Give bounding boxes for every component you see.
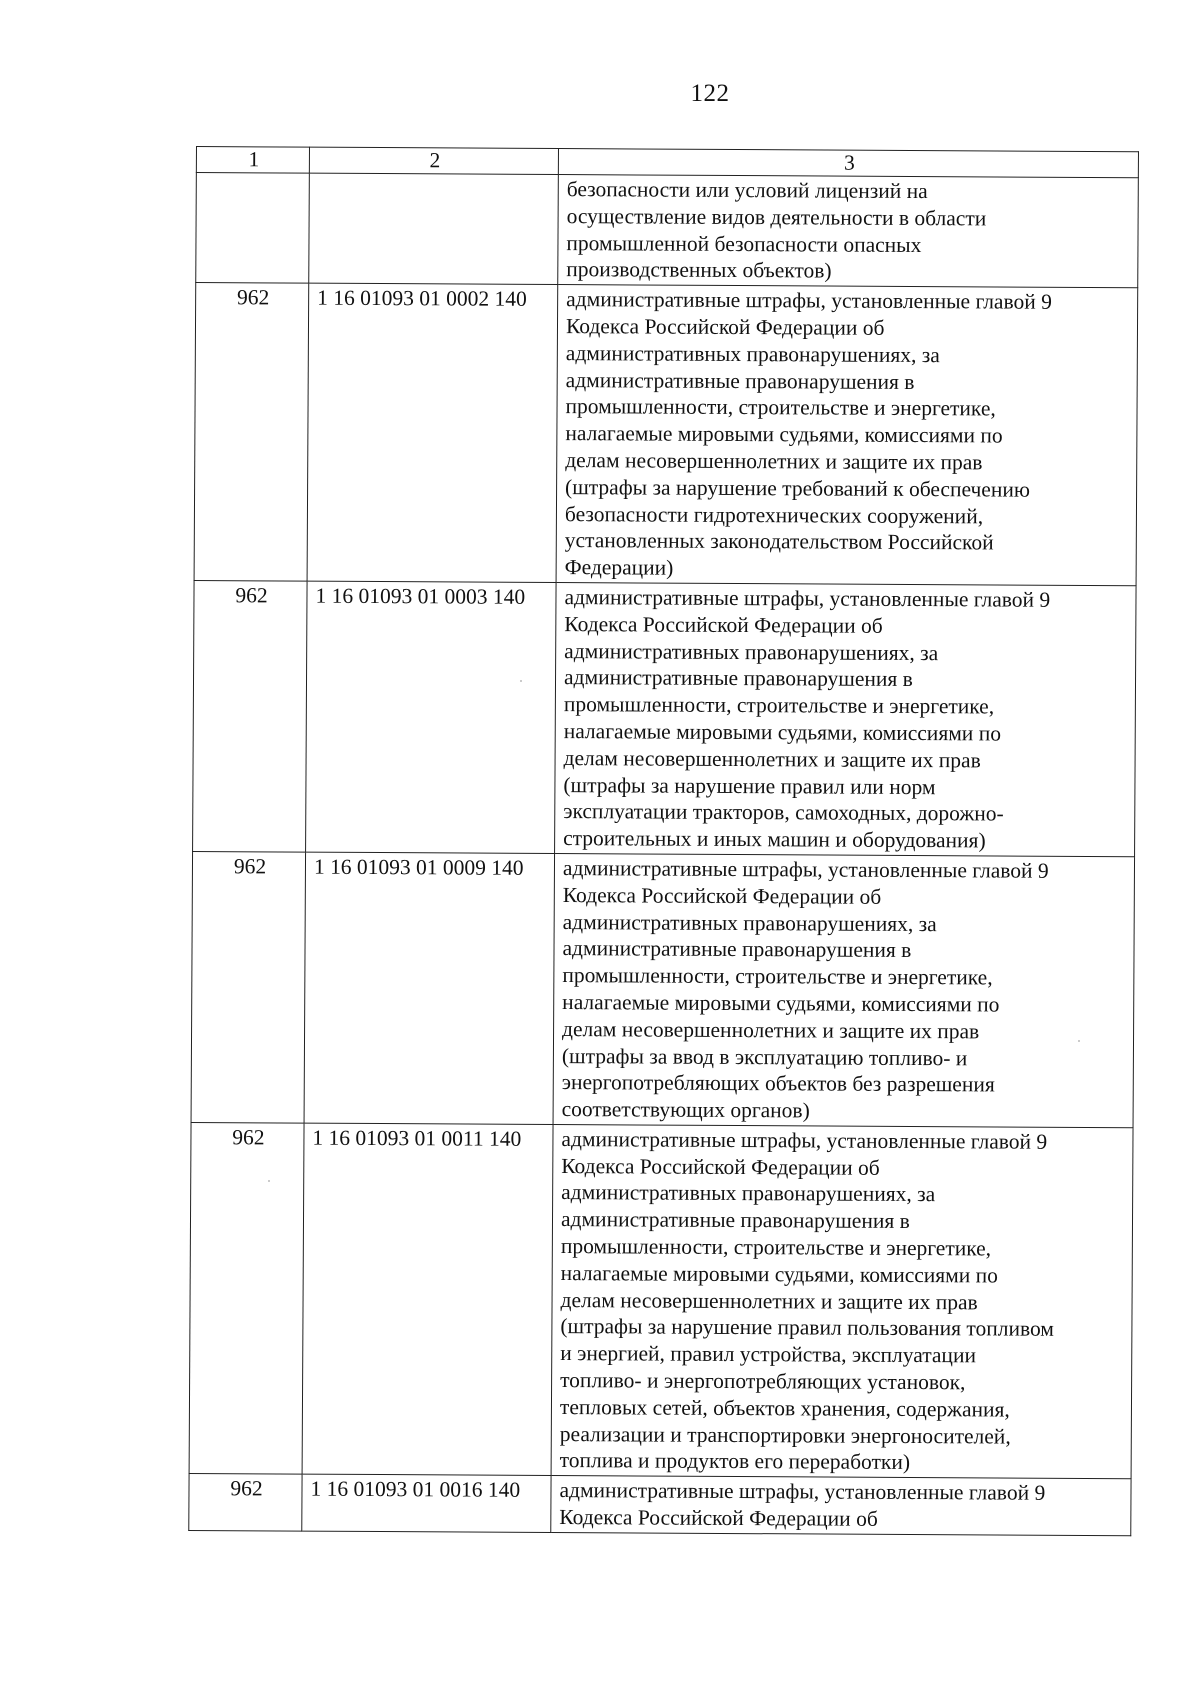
description-line: эксплуатации тракторов, самоходных, дорожно- (563, 799, 1004, 826)
description-cell (555, 582, 1137, 856)
table-row (196, 173, 1139, 288)
description-line: административные штрафы, установленные главой 9 (566, 287, 1052, 314)
budget-classification-code-cell: 1 16 01093 01 0003 140 (306, 581, 557, 853)
description-line: осуществление видов деятельности в области (566, 203, 987, 231)
description-line: промышленной безопасности опасных (566, 230, 922, 257)
description-line: административных правонарушениях, за (565, 340, 940, 367)
description-line: административные правонарушения в (560, 1207, 910, 1234)
description-line: налагаемые мировыми судьями, комиссиями по (565, 421, 1003, 448)
budget-classification-code-cell: 1 16 01093 01 0011 140 (302, 1123, 553, 1476)
description-line: тепловых сетей, объектов хранения, содержания, (559, 1394, 1010, 1422)
description-line: безопасности гидротехнических сооружений, (564, 501, 984, 528)
description-line: строительных и иных машин и оборудования) (563, 826, 986, 853)
table-row (189, 1122, 1133, 1479)
page-number: 122 (690, 80, 730, 107)
description-line: административные штрафы, установленные главой 9 (561, 1126, 1048, 1154)
description-line: налагаемые мировыми судьями, комиссиями по (560, 1260, 999, 1288)
table-row (193, 580, 1136, 856)
description-cell (551, 1476, 1131, 1536)
description-line: налагаемые мировыми судьями, комиссиями по (562, 989, 1000, 1017)
description-line: промышленности, строительстве и энергетике, (562, 963, 993, 990)
description-line: промышленности, строительстве и энергетике, (565, 394, 996, 421)
agency-code-cell: 962 (193, 580, 308, 852)
description-line: административных правонарушениях, за (564, 638, 939, 665)
description-line: административных правонарушениях, за (561, 1180, 936, 1207)
description-line: административные штрафы, установленные главой 9 (559, 1478, 1046, 1506)
description-line: установленных законодательством Российской (564, 528, 994, 555)
description-line: безопасности или условий лицензий на (566, 177, 928, 204)
description-line: административные правонарушения в (565, 367, 915, 394)
description-line: Кодекса Российской Федерации об (565, 314, 885, 340)
budget-classification-code-cell (309, 173, 559, 285)
table-body (189, 173, 1139, 1536)
budget-classification-code-cell: 1 16 01093 01 0016 140 (302, 1474, 551, 1532)
description-line: административные штрафы, установленные главой 9 (562, 855, 1049, 883)
budget-classification-code-cell: 1 16 01093 01 0002 140 (307, 283, 558, 582)
description-line: административных правонарушениях, за (562, 909, 937, 936)
description-cell (553, 853, 1135, 1127)
description-line: промышленности, строительстве и энергетике, (560, 1234, 992, 1261)
description-line: промышленности, строительстве и энергетике, (563, 692, 995, 719)
column-header: 2 (309, 147, 558, 174)
column-header: 3 (558, 149, 1138, 178)
table-row (189, 1474, 1131, 1536)
agency-code-cell: 962 (189, 1474, 302, 1531)
description-line: реализации и транспортировки энергоносителей, (559, 1421, 1011, 1449)
budget-classification-code-cell: 1 16 01093 01 0009 140 (304, 852, 555, 1124)
description-line: энергопотребляющих объектов без разрешения (561, 1070, 995, 1097)
description-line: административные правонарушения в (563, 665, 913, 692)
description-line: и энергией, правил устройства, эксплуатации (560, 1341, 977, 1368)
agency-code-cell (196, 173, 310, 284)
description-line: Кодекса Российской Федерации об (564, 611, 883, 638)
description-line: Кодекса Российской Федерации об (561, 1153, 880, 1180)
budget-codes-table (188, 146, 1139, 1536)
description-line: Кодекса Российской Федерации об (559, 1505, 878, 1531)
scan-speck (268, 1180, 270, 1182)
description-line: административные штрафы, установленные главой 9 (564, 585, 1051, 612)
table-row (194, 283, 1138, 586)
description-line: делам несовершеннолетних и защите их прав (562, 1016, 980, 1044)
scan-speck (1078, 1040, 1080, 1042)
description-line: (штрафы за нарушение правил или норм (563, 772, 936, 799)
scan-speck (520, 680, 522, 682)
description-line: административные правонарушения в (562, 936, 912, 963)
description-line: производственных объектов) (566, 257, 832, 283)
table-row (191, 851, 1134, 1127)
description-line: делам несовершеннолетних и защите их прав (560, 1287, 978, 1315)
column-header: 1 (196, 147, 309, 174)
description-line: (штрафы за нарушение требований к обеспечению (565, 474, 1031, 502)
description-line: топлива и продуктов его переработки) (559, 1448, 911, 1475)
description-line: делам несовершеннолетних и защите их прав (563, 745, 981, 773)
description-line: (штрафы за ввод в эксплуатацию топливо- и (561, 1043, 968, 1070)
description-cell (556, 285, 1138, 586)
description-line: делам несовершеннолетних и защите их прав (565, 448, 983, 475)
description-line: налагаемые мировыми судьями, комиссиями по (563, 719, 1002, 746)
description-cell (558, 175, 1139, 288)
agency-code-cell: 962 (191, 851, 306, 1123)
agency-code-cell: 962 (189, 1122, 304, 1474)
description-line: (штрафы за нарушение правил пользования топливом (560, 1314, 1055, 1342)
description-line: топливо- и энергопотребляющих установок, (560, 1368, 966, 1395)
description-line: Федерации) (564, 555, 674, 580)
agency-code-cell: 962 (194, 283, 309, 581)
description-line: Кодекса Российской Федерации об (562, 882, 882, 909)
description-cell (551, 1124, 1133, 1479)
description-line: соответствующих органов) (561, 1097, 810, 1123)
